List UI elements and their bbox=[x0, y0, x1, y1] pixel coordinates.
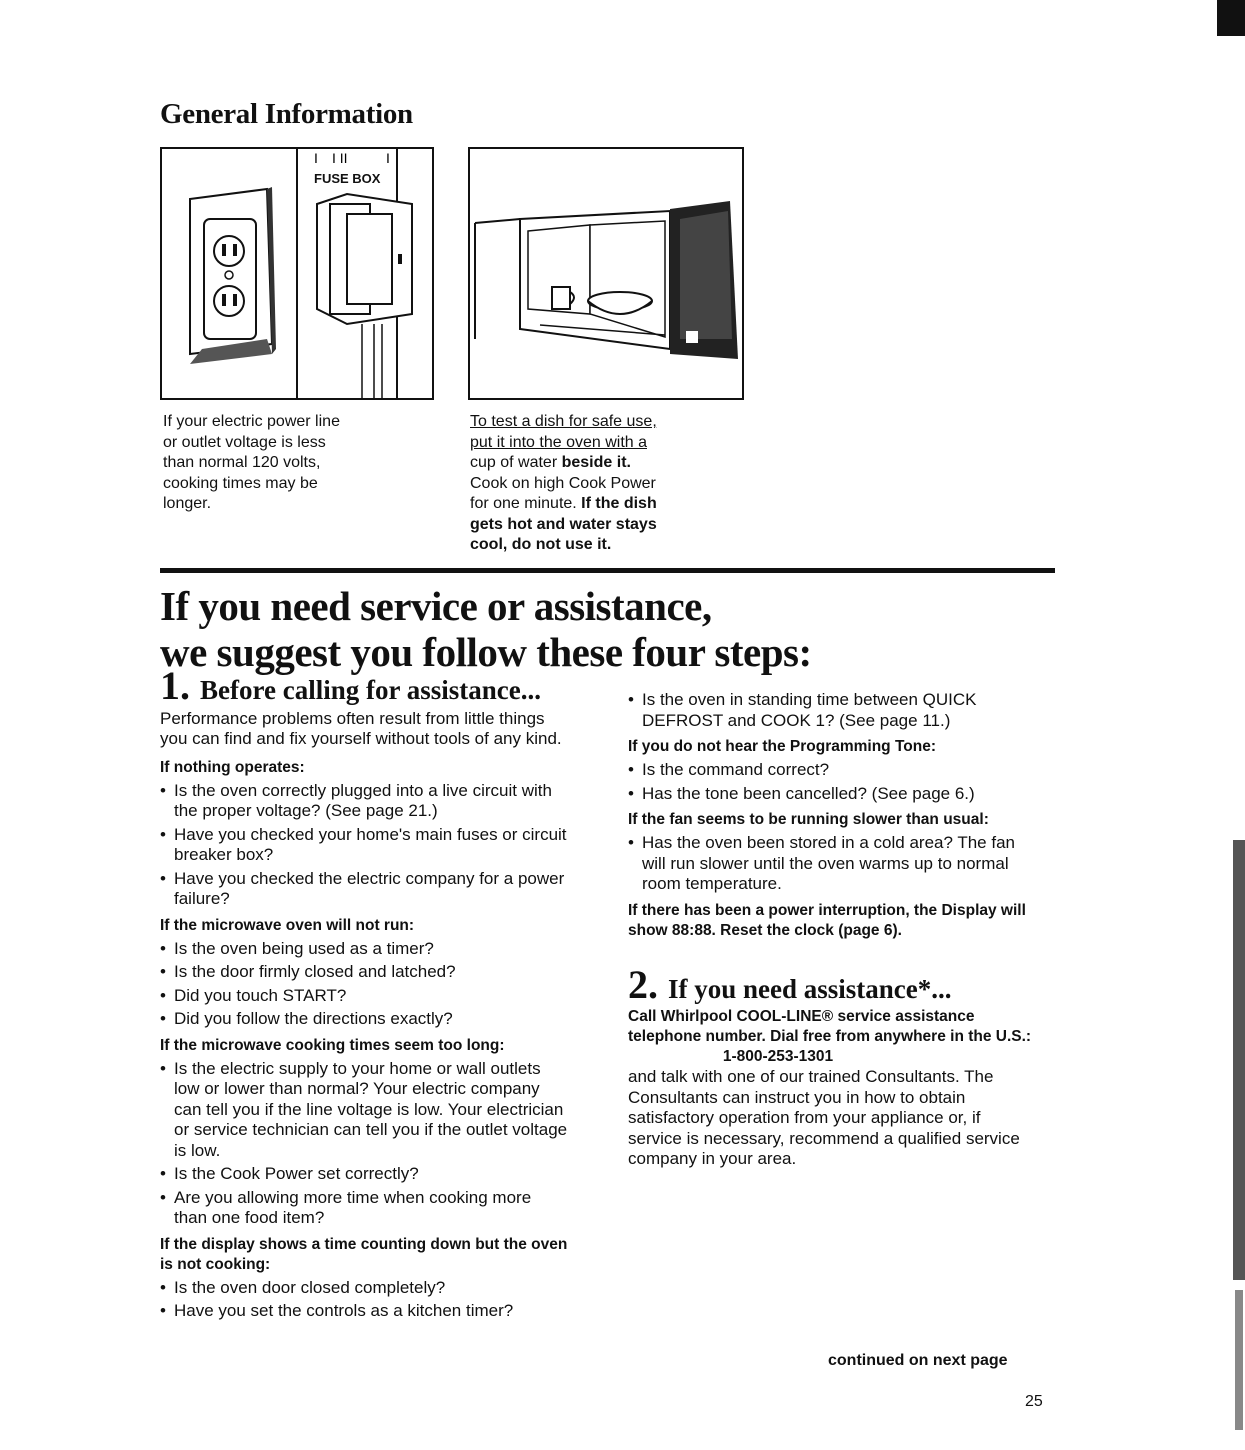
figure1-caption-line: cooking times may be bbox=[163, 474, 318, 492]
section-divider bbox=[160, 568, 1055, 573]
list-item: • Is the oven correctly plugged into a live circuit with the proper voltage? (See page 21.) bbox=[160, 781, 568, 822]
caption-bold: If the dish bbox=[581, 495, 657, 512]
figure2-caption-line: cool, do not use it. bbox=[470, 536, 612, 553]
outlet-fusebox-illustration bbox=[162, 149, 432, 398]
step1-number: 1. bbox=[160, 663, 190, 708]
svg-text:I: I bbox=[386, 150, 390, 166]
list-item: • Is the electric supply to your home or wall outlets low or lower than normal? Your electric company can tell you if the line voltage is low. Your electrician or service technician can tell you if the outlet voltage is low. bbox=[160, 1059, 568, 1162]
step2-number: 2. bbox=[628, 961, 658, 1007]
list-item: • Did you follow the directions exactly? bbox=[160, 1009, 568, 1030]
caption-text: for one minute. bbox=[470, 495, 582, 512]
headline-line-2: we suggest you follow these four steps: bbox=[160, 629, 812, 675]
figure2-caption-line: Cook on high Cook Power bbox=[470, 474, 656, 492]
step1-heading bbox=[160, 663, 568, 708]
condition-heading: If the microwave cooking times seem too long: bbox=[160, 1036, 505, 1054]
svg-text:I II: I II bbox=[332, 150, 348, 166]
list-item: • Is the oven door closed completely? bbox=[160, 1278, 568, 1299]
figure2-caption bbox=[470, 412, 730, 556]
condition-heading: If the fan seems to be running slower than usual: bbox=[628, 811, 989, 828]
figure2-caption-line: gets hot and water stays bbox=[470, 515, 657, 533]
checklist bbox=[160, 1278, 568, 1322]
fuse-box-label: FUSE BOX bbox=[314, 171, 381, 186]
figure1-caption-line: longer. bbox=[163, 495, 212, 512]
figure-microwave bbox=[468, 147, 744, 400]
checklist bbox=[160, 781, 568, 910]
checklist bbox=[160, 939, 568, 1030]
power-interruption-note: If there has been a power interruption, the Display will show 88:88. Reset the clock (page 6). bbox=[628, 901, 1026, 939]
figure1-caption-line: or outlet voltage is less bbox=[163, 433, 326, 451]
figure-outlet-fusebox bbox=[160, 147, 434, 400]
step1-intro: Performance problems often result from little things you can find and fix yourself without tools of any kind. bbox=[160, 708, 562, 748]
page-number: 25 bbox=[1025, 1393, 1043, 1410]
list-item: • Have you set the controls as a kitchen timer? bbox=[160, 1301, 568, 1322]
figure1-caption-line: than normal 120 volts, bbox=[163, 454, 321, 471]
caption-text: cup of water bbox=[470, 454, 562, 471]
caption-bold: beside it. bbox=[561, 454, 631, 471]
list-item: • Has the oven been stored in a cold area? The fan will run slower until the oven warms up to normal room temperature. bbox=[628, 833, 1038, 895]
phone-number: 1-800-253-1301 bbox=[722, 1048, 834, 1065]
list-item: • Have you checked your home's main fuses or circuit breaker box? bbox=[160, 825, 568, 866]
list-item: • Is the oven being used as a timer? bbox=[160, 939, 568, 960]
checklist bbox=[628, 833, 1038, 895]
step2-body: and talk with one of our trained Consultants. The Consultants can instruct you in how to obtain satisfactory operation from your appliance or, if service is necessary, recommend a qualified service company in your area. bbox=[628, 1067, 1020, 1168]
figure2-caption-line bbox=[470, 494, 730, 515]
step1-title: Before calling for assistance... bbox=[200, 675, 541, 705]
page-headline bbox=[160, 583, 812, 675]
checklist bbox=[628, 690, 1038, 731]
list-item: • Did you touch START? bbox=[160, 986, 568, 1007]
scan-edge-marks bbox=[1165, 0, 1245, 1450]
figure2-caption-line: put it into the oven with a bbox=[470, 433, 647, 451]
list-item: • Has the tone been cancelled? (See page 6.) bbox=[628, 784, 1038, 805]
figure2-caption-line: To test a dish for safe use, bbox=[470, 413, 657, 430]
figure2-caption-line bbox=[470, 453, 730, 474]
step2-title: If you need assistance*... bbox=[668, 973, 952, 1004]
checklist bbox=[628, 760, 1038, 804]
list-item: • Is the door firmly closed and latched? bbox=[160, 962, 568, 983]
headline-line-1: If you need service or assistance, bbox=[160, 583, 712, 629]
right-column bbox=[628, 690, 1038, 1170]
continued-note: continued on next page bbox=[828, 1352, 1008, 1369]
condition-heading: If the display shows a time counting down but the oven is not cooking: bbox=[160, 1235, 568, 1273]
svg-text:I: I bbox=[314, 150, 318, 166]
step2-heading bbox=[628, 961, 1038, 1007]
microwave-illustration bbox=[470, 149, 742, 398]
section-title: General Information bbox=[160, 98, 413, 130]
list-item: • Is the command correct? bbox=[628, 760, 1038, 781]
figure1-caption bbox=[163, 412, 423, 515]
list-item: • Is the oven in standing time between QUICK DEFROST and COOK 1? (See page 11.) bbox=[628, 690, 1038, 731]
condition-heading: If you do not hear the Programming Tone: bbox=[628, 738, 936, 755]
step1-column bbox=[160, 663, 568, 1322]
step2-call-text: Call Whirlpool COOL-LINE® service assistance telephone number. Dial free from anywhere in the U.S.: bbox=[628, 1008, 1032, 1045]
list-item: • Is the Cook Power set correctly? bbox=[160, 1164, 568, 1185]
list-item: • Have you checked the electric company for a power failure? bbox=[160, 869, 568, 910]
condition-heading: If nothing operates: bbox=[160, 758, 305, 776]
condition-heading: If the microwave oven will not run: bbox=[160, 916, 415, 934]
figure1-caption-line: If your electric power line bbox=[163, 413, 340, 430]
checklist bbox=[160, 1059, 568, 1229]
list-item: • Are you allowing more time when cooking more than one food item? bbox=[160, 1188, 568, 1229]
